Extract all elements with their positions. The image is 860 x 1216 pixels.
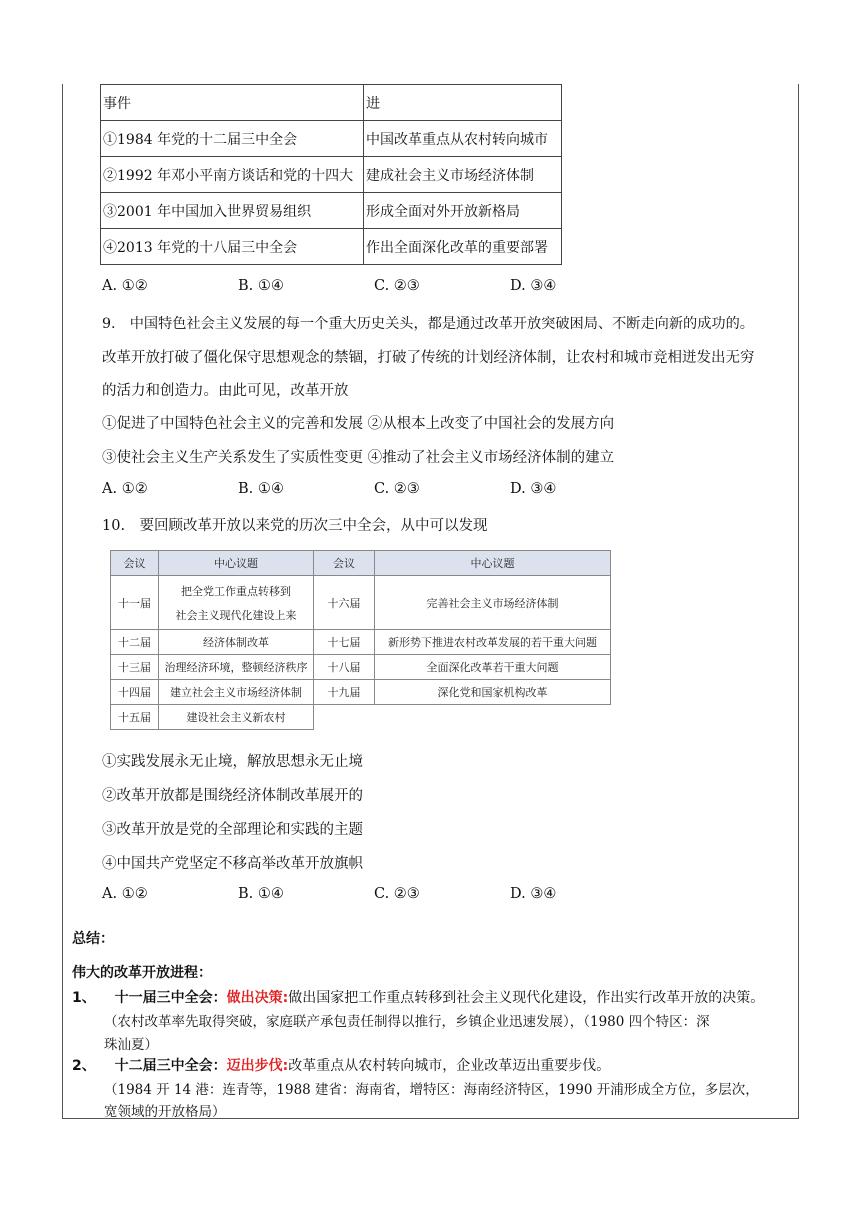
- q8-option-a[interactable]: A. ①②: [102, 278, 148, 294]
- table-cell: 十七届: [314, 630, 375, 655]
- q10-stem: 10. 要回顾改革开放以来党的历次三中全会，从中可以发现: [102, 518, 488, 534]
- q9-statements-line: ①促进了中国特色社会主义的完善和发展 ②从根本上改变了中国社会的发展方向: [102, 416, 615, 432]
- table-cell-line: 把全党工作重点转移到: [181, 584, 291, 598]
- q10-statement: ①实践发展永无止境，解放思想永无止境: [102, 754, 363, 770]
- table-cell: ④2013 年党的十八届三中全会: [101, 229, 364, 265]
- table-cell: 治理经济环境，整顿经济秩序: [159, 655, 314, 680]
- table-cell: 十一届: [111, 576, 159, 630]
- table-row: [101, 229, 562, 265]
- q10-statement: ②改革开放都是围绕经济体制改革展开的: [102, 788, 363, 804]
- q9-option-a[interactable]: A. ①②: [102, 481, 148, 497]
- table-header-cell: 中心议题: [375, 551, 611, 576]
- item-key: 迈出步伐:: [226, 1058, 289, 1074]
- q9-stem-line: 的活力和创造力。由此可见，改革开放: [102, 383, 349, 399]
- item-note-line: 珠汕夏）: [104, 1037, 158, 1053]
- summary-item-2: [72, 1055, 610, 1075]
- item-key: 做出决策:: [226, 990, 289, 1006]
- table-cell-line: 社会主义现代化建设上来: [175, 608, 297, 622]
- table-cell: ①1984 年党的十二届三中全会: [101, 121, 364, 157]
- table-header-cell: 会议: [111, 551, 159, 576]
- plenums-table: [110, 550, 611, 730]
- q8-option-c[interactable]: C. ②③: [374, 278, 420, 294]
- table-cell: 十二届: [111, 630, 159, 655]
- q10-option-d[interactable]: D. ③④: [510, 886, 557, 902]
- table-cell: 十八届: [314, 655, 375, 680]
- q9-statements-line: ③使社会主义生产关系发生了实质性变更 ④推动了社会主义市场经济体制的建立: [102, 450, 615, 466]
- table-cell: 全面深化改革若干重大问题: [375, 655, 611, 680]
- table-cell: ②1992 年邓小平南方谈话和党的十四大: [101, 157, 364, 193]
- q9-option-b[interactable]: B. ①④: [238, 481, 284, 497]
- q9-option-d[interactable]: D. ③④: [510, 481, 557, 497]
- events-table: [100, 84, 562, 265]
- q10-statement: ③改革开放是党的全部理论和实践的主题: [102, 822, 363, 838]
- table-row: [111, 576, 611, 630]
- table-row: [111, 630, 611, 655]
- table-header-cell: 进: [364, 85, 562, 121]
- q10-statement: ④中国共产党坚定不移高举改革开放旗帜: [102, 856, 363, 872]
- table-cell: 十四届: [111, 680, 159, 705]
- table-row: [111, 655, 611, 680]
- table-cell: ③2001 年中国加入世界贸易组织: [101, 193, 364, 229]
- table-cell: 建成社会主义市场经济体制: [364, 157, 562, 193]
- table-row: [101, 121, 562, 157]
- table-cell: [159, 576, 314, 630]
- table-cell: 十五届: [111, 705, 159, 730]
- q9-option-c[interactable]: C. ②③: [374, 481, 420, 497]
- q9-stem-line: 9. 中国特色社会主义发展的每一个重大历史关头，都是通过改革开放突破困局、不断走向新的成功的。: [102, 316, 754, 332]
- item-name: 十一届三中全会：: [114, 990, 227, 1006]
- table-cell: 十九届: [314, 680, 375, 705]
- item-number: 1、: [72, 990, 96, 1006]
- summary-subtitle: 伟大的改革开放进程：: [72, 965, 212, 981]
- table-cell: 经济体制改革: [159, 630, 314, 655]
- table-cell: 新形势下推进农村改革发展的若干重大问题: [375, 630, 611, 655]
- table-row: [111, 680, 611, 705]
- item-text: 做出国家把工作重点转移到社会主义现代化建设，作出实行改革开放的决策。: [288, 990, 765, 1006]
- table-cell: [375, 705, 611, 730]
- table-row: [101, 193, 562, 229]
- table-row: [101, 85, 562, 121]
- q8-option-b[interactable]: B. ①④: [238, 278, 284, 294]
- table-header-cell: 事件: [101, 85, 364, 121]
- table-header-cell: 会议: [314, 551, 375, 576]
- table-cell: 建立社会主义市场经济体制: [159, 680, 314, 705]
- q10-option-c[interactable]: C. ②③: [374, 886, 420, 902]
- table-cell: 中国改革重点从农村转向城市: [364, 121, 562, 157]
- table-row: [101, 157, 562, 193]
- item-note-line: （农村改革率先取得突破，家庭联产承包责任制得以推行，乡镇企业迅速发展），（1980 四个特区：深: [104, 1014, 710, 1030]
- q8-option-d[interactable]: D. ③④: [510, 278, 557, 294]
- q9-stem-line: 改革开放打破了僵化保守思想观念的禁锢，打破了传统的计划经济体制，让农村和城市竞相迸发出无穷: [102, 350, 755, 366]
- table-row: [111, 705, 611, 730]
- q10-option-a[interactable]: A. ①②: [102, 886, 148, 902]
- summary-item-1: [72, 987, 764, 1007]
- table-cell: 建设社会主义新农村: [159, 705, 314, 730]
- table-cell: 深化党和国家机构改革: [375, 680, 611, 705]
- table-cell: 形成全面对外开放新格局: [364, 193, 562, 229]
- item-number: 2、: [72, 1058, 96, 1074]
- item-name: 十二届三中全会：: [114, 1058, 227, 1074]
- item-text: 改革重点从农村转向城市，企业改革迈出重要步伐。: [288, 1058, 611, 1074]
- q10-option-b[interactable]: B. ①④: [238, 886, 284, 902]
- table-cell: 作出全面深化改革的重要部署: [364, 229, 562, 265]
- item-note-line: 宽领域的开放格局）: [104, 1104, 226, 1120]
- table-header-cell: 中心议题: [159, 551, 314, 576]
- summary-title: 总结：: [72, 931, 114, 947]
- item-note-line: （1984 开 14 港：连青等，1988 建省：海南省，增特区：海南经济特区，1990 开浦形成全方位，多层次，: [104, 1082, 759, 1098]
- table-cell: 十三届: [111, 655, 159, 680]
- table-cell: 完善社会主义市场经济体制: [375, 576, 611, 630]
- table-cell: 十六届: [314, 576, 375, 630]
- table-row: [111, 551, 611, 576]
- table-cell: [314, 705, 375, 730]
